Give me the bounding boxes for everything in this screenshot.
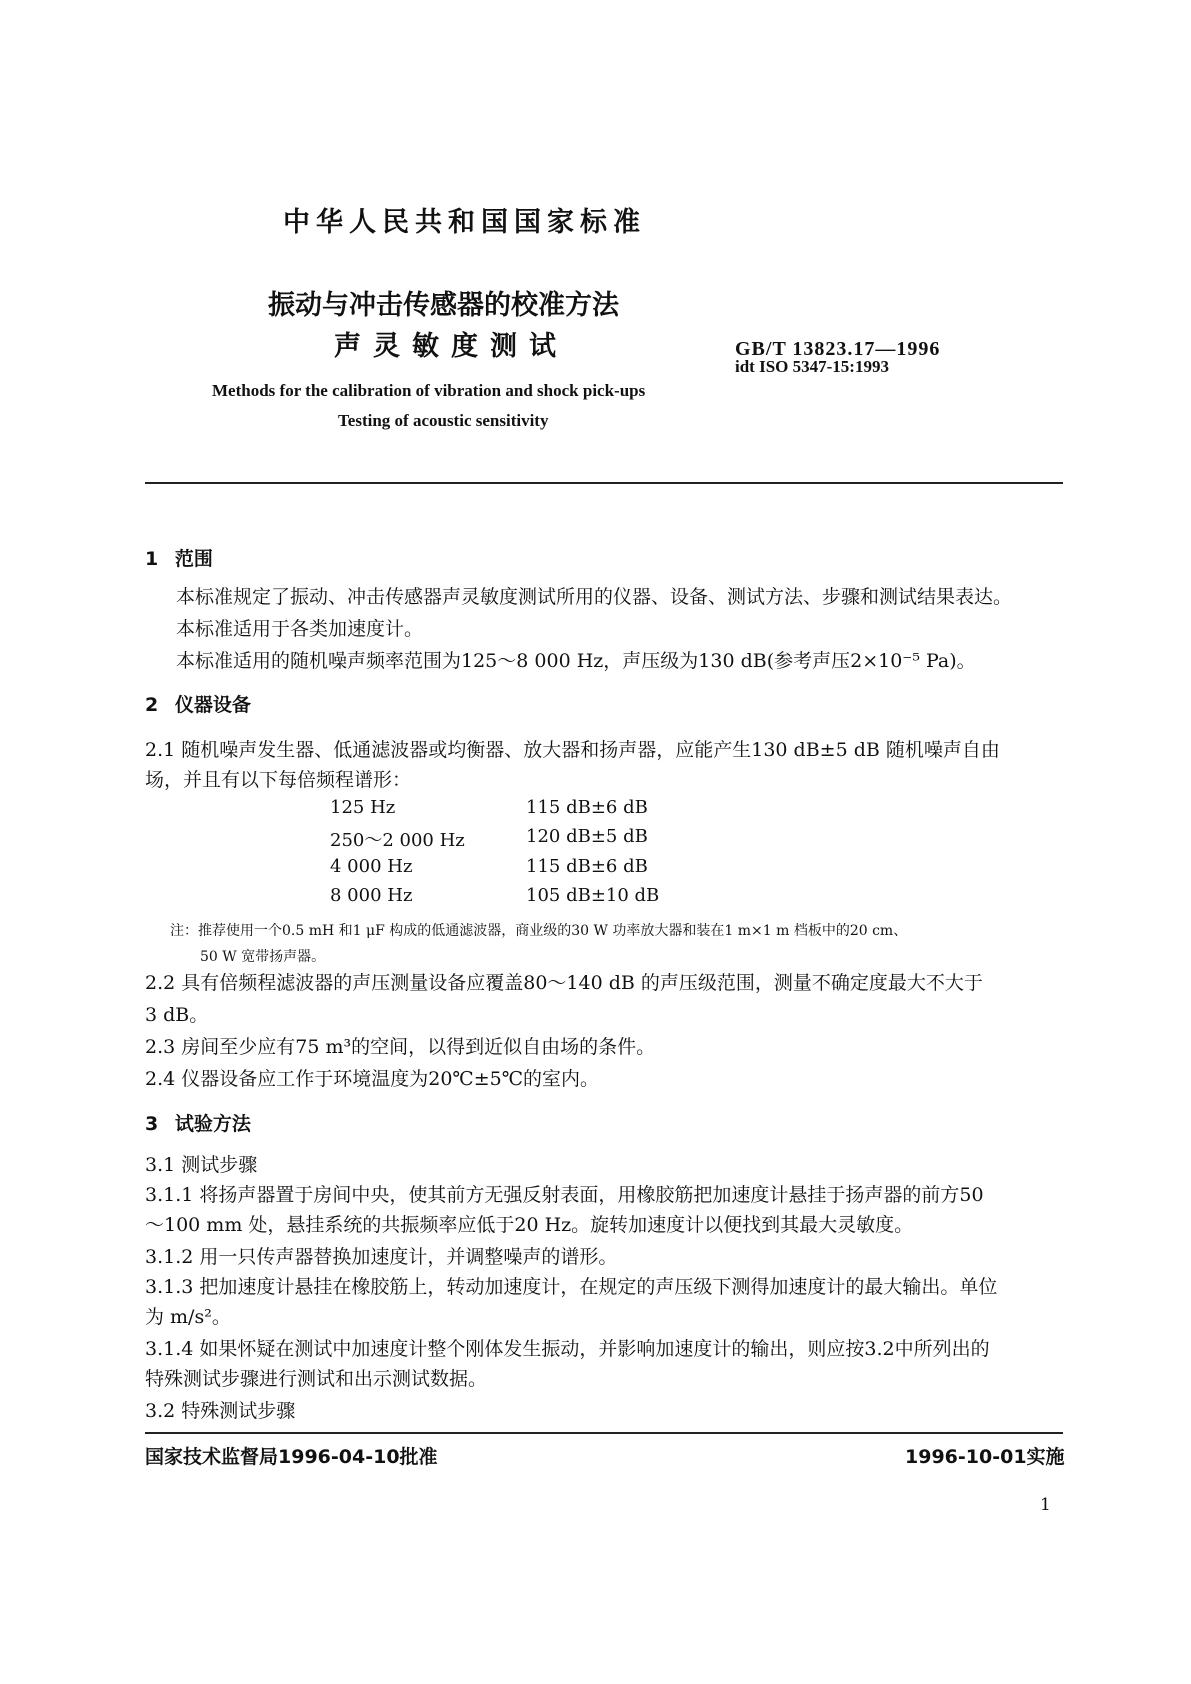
section-2-heading: 2 仪器设备 bbox=[145, 694, 251, 716]
footer-divider bbox=[145, 1432, 1063, 1434]
spectrum-row bbox=[330, 826, 465, 852]
clause-3-1-3-line2: 为 m/s²。 bbox=[145, 1306, 231, 1328]
section-1-paragraph-3: 本标准适用的随机噪声频率范围为125～8 000 Hz，声压级为130 dB(参考声压2×10⁻⁵ Pa)。 bbox=[176, 650, 976, 672]
spectrum-level: 105 dB±10 dB bbox=[526, 885, 660, 906]
spectrum-level: 115 dB±6 dB bbox=[526, 856, 648, 877]
note-line2: 50 W 宽带扬声器。 bbox=[200, 949, 326, 965]
spectrum-level: 115 dB±6 dB bbox=[526, 797, 648, 818]
spectrum-frequency: 4 000 Hz bbox=[330, 856, 413, 877]
clause-3-1-1-line2: ～100 mm 处，悬挂系统的共振频率应低于20 Hz。旋转加速度计以便找到其最大灵敏度。 bbox=[145, 1214, 914, 1236]
english-title-line1: Methods for the calibration of vibration and shock pick-ups bbox=[212, 381, 646, 400]
clause-2-1-line2: 场，并且有以下每倍频程谱形： bbox=[145, 769, 412, 791]
clause-3-1-1-line1: 3.1.1 将扬声器置于房间中央，使其前方无强反射表面，用橡胶筋把加速度计悬挂于扬声器的前方50 bbox=[145, 1184, 984, 1206]
standard-idt: idt ISO 5347-15:1993 bbox=[735, 357, 889, 376]
spectrum-row bbox=[330, 856, 412, 877]
clause-3-2: 3.2 特殊测试步骤 bbox=[145, 1400, 296, 1422]
clause-2-1-line1: 2.1 随机噪声发生器、低通滤波器或均衡器、放大器和扬声器，应能产生130 dB±5 dB 随机噪声自由 bbox=[145, 739, 1000, 761]
clause-3-1-4-line2: 特殊测试步骤进行测试和出示测试数据。 bbox=[145, 1368, 488, 1390]
spectrum-row bbox=[526, 885, 659, 906]
spectrum-level: 120 dB±5 dB bbox=[526, 826, 648, 847]
section-1-paragraph-2: 本标准适用于各类加速度计。 bbox=[176, 618, 424, 640]
spectrum-row bbox=[526, 856, 648, 877]
spectrum-row bbox=[330, 885, 412, 906]
clause-2-2-line1: 2.2 具有倍频程滤波器的声压测量设备应覆盖80～140 dB 的声压级范围，测量不确定度最大不大于 bbox=[145, 972, 983, 994]
section-1-heading: 1 范围 bbox=[145, 548, 213, 570]
section-1-paragraph-1: 本标准规定了振动、冲击传感器声灵敏度测试所用的仪器、设备、测试方法、步骤和测试结果表达。 bbox=[176, 586, 1013, 608]
english-title-line2: Testing of acoustic sensitivity bbox=[338, 411, 549, 430]
clause-2-3: 2.3 房间至少应有75 m³的空间，以得到近似自由场的条件。 bbox=[145, 1036, 656, 1058]
clause-2-4: 2.4 仪器设备应工作于环境温度为20℃±5℃的室内。 bbox=[145, 1068, 599, 1090]
spectrum-frequency: 8 000 Hz bbox=[330, 885, 413, 906]
page-number: 1 bbox=[1040, 1495, 1051, 1515]
spectrum-frequency: 250～2 000 Hz bbox=[330, 830, 465, 851]
header-divider bbox=[145, 482, 1063, 484]
clause-3-1-2: 3.1.2 用一只传声器替换加速度计，并调整噪声的谱形。 bbox=[145, 1246, 618, 1268]
note-line1: 注：推荐使用一个0.5 mH 和1 μF 构成的低通滤波器，商业级的30 W 功率放大器和装在1 m×1 m 档板中的20 cm、 bbox=[170, 923, 908, 939]
approval-info: 国家技术监督局1996-04-10批准 bbox=[145, 1446, 438, 1468]
document-title-line2: 声灵敏度测试 bbox=[334, 331, 568, 362]
national-standard-title: 中华人民共和国国家标准 bbox=[283, 207, 646, 238]
document-title-line1: 振动与冲击传感器的校准方法 bbox=[268, 290, 619, 321]
clause-3-1-3-line1: 3.1.3 把加速度计悬挂在橡胶筋上，转动加速度计，在规定的声压级下测得加速度计的最大输出。单位 bbox=[145, 1276, 998, 1298]
clause-2-2-line2: 3 dB。 bbox=[145, 1004, 209, 1026]
spectrum-row bbox=[526, 797, 648, 818]
clause-3-1-4-line1: 3.1.4 如果怀疑在测试中加速度计整个刚体发生振动，并影响加速度计的输出，则应按3.2中所列出的 bbox=[145, 1338, 990, 1360]
section-3-heading: 3 试验方法 bbox=[145, 1113, 251, 1135]
spectrum-row bbox=[330, 797, 395, 818]
spectrum-frequency: 125 Hz bbox=[330, 797, 396, 818]
spectrum-row bbox=[526, 826, 648, 847]
clause-3-1: 3.1 测试步骤 bbox=[145, 1154, 258, 1176]
standard-number: GB/T 13823.17—1996 bbox=[735, 338, 941, 360]
effective-date: 1996-10-01实施 bbox=[905, 1446, 1065, 1468]
